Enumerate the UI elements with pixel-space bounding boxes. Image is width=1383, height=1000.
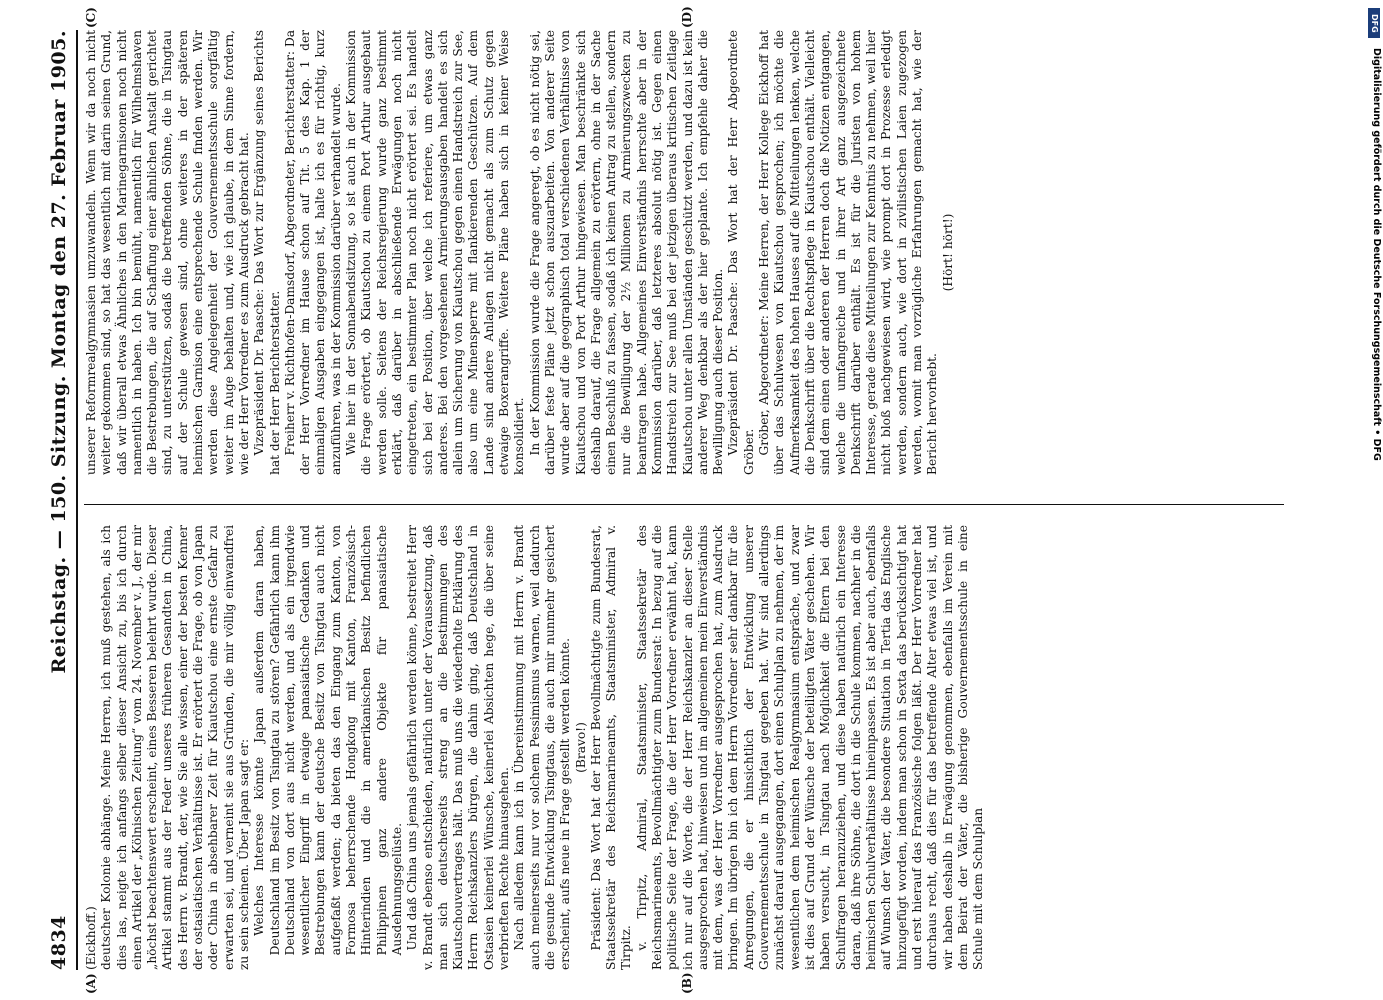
- paragraph: Präsident: Das Wort hat der Herr Bevollmächtigte zum Bundesrat, Staatssekretär des Reichsmarineamts, Staatsminister, Admiral v. Tirpitz.: [588, 525, 634, 970]
- paragraph: Nach alledem kann ich in Übereinstimmung mit Herrn v. Brandt auch meinerseits nur vor solchem Pessimismus warnen, weil dadurch die gesunde Entwicklung Tsingtaus, die auch mir nunmehr gesichert erscheint, aufs neue in Frage gestellt werden könnte.: [512, 525, 573, 970]
- margin-mark-c: (C): [84, 7, 98, 28]
- paragraph: Freiherr v. Richthofen-Damsdorf, Abgeordneter, Berichterstatter: Da der Herr Vorredner im Hause schon auf Tit. 5 des Kap. 1 der einmaligen Ausgaben eingegangen ist, halte ich es für richtig, kurz anzuführen, was in der Kommission darüber verhandelt wurde.: [282, 30, 343, 475]
- margin-mark-a: (A): [84, 973, 98, 994]
- paragraph: Und daß China uns jemals gefährlich werden könne, bestreitet Herr v. Brandt ebenso entschieden, natürlich unter der Voraussetzung, daß man sich deutscherseits streng an die Bestimmungen des Kiautschouvertrages hält. Das muß uns die wiederholte Erklärung des Herrn Reichskanzlers bürgen, die dahin ging, daß Deutschland in Ostasien keinerlei Wünsche, keinerlei Absichten hege, die über seine verbrieften Rechte hinausgehen.: [405, 525, 512, 970]
- applause-note: (Bravo!): [573, 722, 588, 773]
- interjection-note: (Hört! hört!): [940, 213, 955, 292]
- page-header: [40, 30, 70, 970]
- margin-mark-b: (B): [680, 972, 694, 994]
- right-column: [84, 30, 1284, 475]
- speaker-tag: (Eickhoff.): [84, 906, 98, 970]
- digitization-credit: Digitalisierung gefördert durch die Deutsche Forschungsgemeinschaft • DFG: [1371, 48, 1382, 461]
- left-column: [84, 525, 1284, 970]
- paragraph: Vizepräsident Dr. Paasche: Das Wort zur Ergänzung seines Berichts hat der Herr Berichterstatter.: [252, 30, 282, 475]
- margin-mark-d: (D): [680, 6, 694, 28]
- paragraph: unserer Reformrealgymnasien umzuwandeln. Wenn wir da noch nicht weiter gekommen sind, so hat das wesentlich mit darin seinen Grund, daß wir überall etwas Ähnliches in den Marinegarnisonen noch nicht namentlich in haben. Ich bin bemüht, namentlich für Wilhelmshaven die Bestrebungen, die auf Schaffung einer ähnlichen Anstalt gerichtet sind, zu unterstützen, sodaß die betreffenden Söhne, die in Tsingtau auf der Schule gewesen sind, ohne weiteres in der späteren heimischen Garnison eine entsprechende Schule finden werden. Wir werden diese Angelegenheit der Gouvernementsschule sorgfältig weiter im Auge behalten und, wie ich glaube, in dem Sinne fordern, wie der Herr Vorredner es zum Ausdruck gebracht hat.: [84, 30, 251, 475]
- dfg-logo: DFG: [1368, 8, 1380, 38]
- paragraph: Wie hier in der Sonnabendsitzung, so ist auch in der Kommission die Frage erörtert, ob Kiautschou zu einem Port Arthur ausgebaut werden solle. Seitens der Reichsregierung wurde ganz bestimmt erklärt, daß darüber in abschließende Erwägungen noch nicht eingetreten, ein bestimmter Plan noch nicht erörtert sei. Es handelt sich bei der Position, über welche ich referiere, um etwas ganz anderes. Bei den vorgesehenen Armierungsausgaben handelt es sich allein um Sicherung von Kiautschou gegen einen Handstreich zur See, also um eine Minensperre mit flankierenden Geschützen. Auf dem Lande sind andere Anlagen nicht gemacht als zum Schutz gegen etwaige Boxerangriffe. Weitere Pläne haben sich in keiner Weise konsolidiert.: [344, 30, 527, 475]
- page-title: Reichstag. — 150. Sitzung. Montag den 27. Februar 1905.: [48, 30, 70, 674]
- page-number: 4834: [48, 915, 70, 970]
- column-divider: [84, 504, 1284, 505]
- quote-paragraph: Welches Interesse könnte Japan außerdem daran haben, Deutschland im Besitz von Tsingtau zu stören? Gefährlich kann ihm Deutschland von dort aus nicht werden, und als ein irgendwie wesentlicher Eingriff in etwaige panasiatische Gedanken und Bestrebungen kann der deutsche Besitz von Tsingtau auch nicht aufgefaßt werden; da bieten das den Eingang zum Kanton, von Formosa beherrschende Hongkong mit Kanton, Französisch-Hinterindien und die in amerikanischen Besitz befindlichen Philippinen ganz andere Objekte für panasiatische Ausdehnungsgelüste.: [252, 525, 404, 956]
- paragraph: Gröber, Abgeordneter: Meine Herren, der Herr Kollege Eickhoff hat über das Schulwesen von Kiautschou gesprochen; ich möchte die Aufmerksamkeit des hohen Hauses auf die Mitteilungen lenken, welche die Denkschrift über die Rechtspflege in Kiautschou enthält. Vielleicht sind dem einen oder anderen der Herren doch die Notizen entgangen, welche die umfangreiche und in ihrer Art ganz ausgezeichnete Denkschrift darüber enthält. Es ist für die Juristen von hohem Interesse, gerade diese Mitteilungen zur Kenntnis zu nehmen, weil hier nicht bloß nachgewiesen wird, wie prompt dort in Prozesse erledigt werden, sondern auch, wie dort in zivilistischen Laien zugezogen werden, womit man vorzügliche Erfahrungen gemacht hat, wie der Bericht hervorhebt.: [757, 30, 940, 475]
- header-rule: [76, 30, 78, 970]
- paragraph: deutscher Kolonie abhänge. Meine Herren, ich muß gestehen, als ich dies las, neigte ich anfangs selber dieser Ansicht zu, bis ich durch einen Artikel der „Kölnischen Zeitung“ vom 24. November v. J., der mir „höchst beachtenswert erscheint, eines Besseren belehrt wurde. Dieser Artikel stammt aus der Feder unseres früheren Gesandten in China, des Herrn v. Brandt, der, wie Sie alle wissen, einer der besten Kenner der ostasiatischen Verhältnisse ist. Er erörtert die Frage, ob von Japan oder China in absehbarer Zeit für Kiautschou eine ernste Gefahr zu erwarten sei, und verneint sie aus Gründen, die mir völlig einwandfrei zu sein scheinen. Über Japan sagt er:: [99, 525, 251, 970]
- paragraph: v. Tirpitz, Admiral, Staatsminister, Staatssekretär des Reichsmarineamts, Bevollmächtigter zum Bundesrat: In bezug auf die politische Seite der Frage, die der Herr Vorredner erwähnt hat, kann ich nur auf die Worte, die der Herr Reichskanzler an dieser Stelle ausgesprochen hat, hinweisen und im allgemeinen mein Einverständnis mit dem, was der Herr Vorredner ausgesprochen hat, zum Ausdruck bringen. Im übrigen bin ich dem Herrn Vorredner sehr dankbar für die Anregungen, die er hinsichtlich der Entwicklung unserer Gouvernementsschule in Tsingtau gegeben hat. Wir sind allerdings zunächst darauf ausgegangen, dort einen Schulplan zu nehmen, der im wesentlichen dem heimischen Realgymnasium entspräche, und zwar ist dies auf Grund der Wünsche der beteiligten Väter geschehen. Wir haben versucht, in Tsingtau nach Möglichkeit die Eltern bei den Schulfragen heranzuziehen, und diese haben natürlich ein Interesse daran, daß ihre Söhne, die dort in die Schule kommen, nachher in die heimischen Schulverhältnisse hineinpassen. Es ist aber auch, ebenfalls auf Wunsch der Väter, die besondere Situation in Tertia das Englische hinzugefügt worden, indem man schon in Sexta das berücksichtigt hat und erst hierauf das Französische folgen läßt. Der Herr Vorredner hat durchaus recht, daß dies für das betreffende Alter etwas viel ist, und wir haben deshalb in Erwägung genommen, ebenfalls im Verein mit dem Beirat der Väter, die bisherige Gouvernementsschule in eine Schule mit dem Schulplan: [634, 525, 986, 970]
- paragraph: Vizepräsident Dr. Paasche: Das Wort hat der Herr Abgeordnete Gröber.: [726, 30, 756, 475]
- paragraph: In der Kommission wurde die Frage angeregt, ob es nicht nötig sei, darüber feste Pläne jetzt schon auszuarbeiten. Von anderer Seite wurde aber auf die geographisch total verschiedenen Verhältnisse von Kiautschou und von Port Arthur hingewiesen. Man beschränkte sich deshalb darauf, die Frage allgemein zu erörtern, ohne in der Sache einen Beschluß zu fassen, sodaß ich keinen Antrag zu stellen, sondern nur die Bewilligung der 2½ Millionen zu Armierungszwecken zu beantragen habe. Allgemeines Einverständnis herrschte aber in der Kommission darüber, daß letzteres absolut nötig ist. Gegen einen Handstreich zur See muß bei der jetzigen überaus kritischen Zeitlage Kiautschou unter allen Umständen geschützt werden, und dazu ist kein anderer Weg denkbar als der hier geplante. Ich empfehle daher die Bewilligung auch dieser Position.: [527, 30, 726, 475]
